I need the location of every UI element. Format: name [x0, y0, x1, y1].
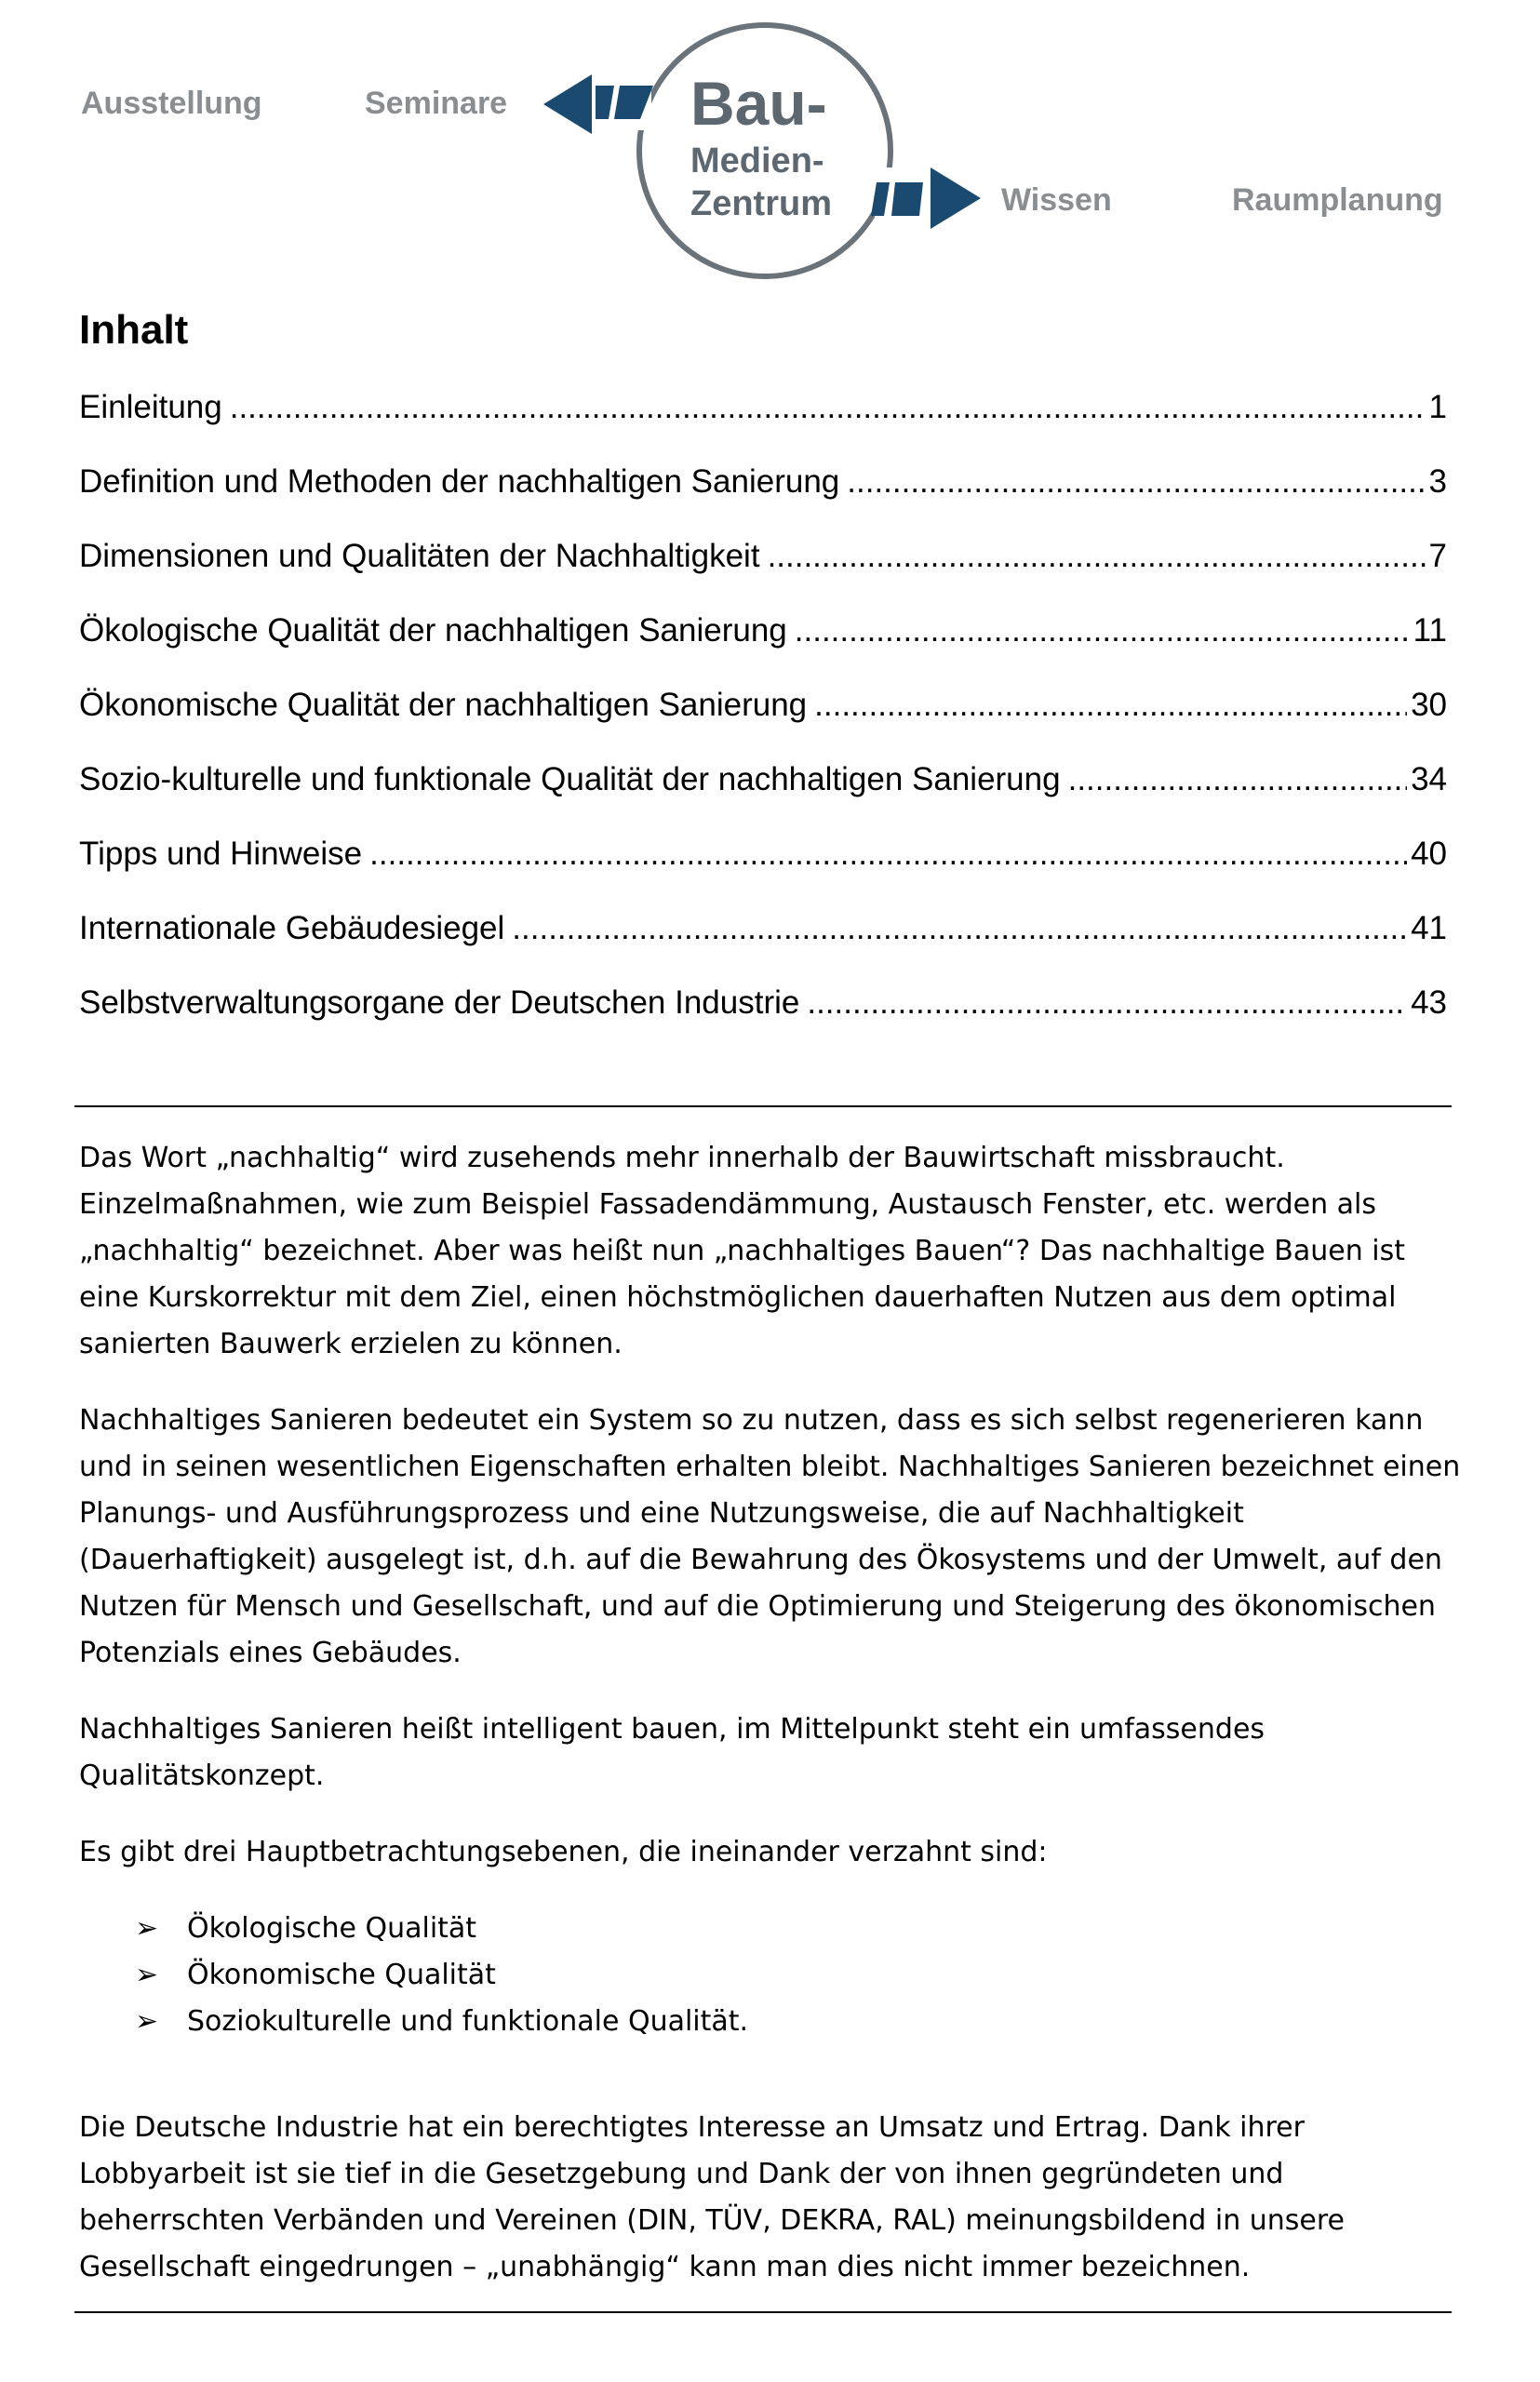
toc-leader-dots	[795, 612, 1410, 649]
toc-leader-dots	[1068, 761, 1407, 798]
toc-leader-dots	[369, 836, 1407, 873]
toc-leader-dots	[230, 389, 1426, 426]
toc-leader-dots	[847, 463, 1425, 501]
toc-entry[interactable]	[79, 389, 1447, 463]
toc-entry-title: Internationale Gebäudesiegel	[79, 910, 505, 946]
toc-entry[interactable]	[79, 761, 1447, 836]
bullet-list	[79, 1906, 1466, 2045]
toc-entry[interactable]	[79, 538, 1447, 612]
toc-entry-page: 41	[1411, 910, 1447, 946]
arrowhead-bullet-icon: ➢	[135, 1959, 159, 1991]
toc-leader-dots	[807, 984, 1407, 1022]
paragraph: Die Deutsche Industrie hat ein berechtigtes Interesse an Umsatz und Ertrag. Dank ihrer Lobbyarbeit ist sie tief in die Gesetzgebung und Dank der von ihnen gegründeten und beherrschten Verbänden und Vereinen (DIN, TÜV, DEKRA, RAL) meinungsbildend in unsere Gesellschaft eingedrungen – „unabhängig“ kann man dies nicht immer bezeichnen.	[79, 2111, 1346, 2283]
toc-leader-dots	[512, 910, 1407, 947]
toc-entry-page: 30	[1411, 687, 1447, 723]
paragraph: Es gibt drei Hauptbetrachtungsebenen, die ineinander verzahnt sind:	[79, 1836, 1048, 1868]
list-item-text: Ökologische Qualität	[187, 1912, 477, 1945]
toc-leader-dots	[768, 538, 1426, 575]
toc-entry-title: Ökonomische Qualität der nachhaltigen Sanierung	[79, 687, 808, 723]
toc-entry-title: Tipps und Hinweise	[79, 836, 363, 872]
toc-entry-page: 3	[1428, 463, 1447, 500]
list-item-text: Ökonomische Qualität	[187, 1959, 496, 1991]
toc-list	[79, 389, 1447, 1059]
logo-text-bau: Bau-	[690, 69, 827, 138]
divider-bottom	[74, 2311, 1452, 2313]
toc-entry-page: 7	[1428, 538, 1447, 574]
arrowhead-bullet-icon: ➢	[135, 2005, 159, 2038]
toc-entry-title: Einleitung	[79, 389, 222, 425]
toc-entry[interactable]	[79, 612, 1447, 687]
toc-entry-page: 34	[1411, 761, 1447, 797]
toc-entry-title: Sozio-kulturelle und funktionale Qualität der nachhaltigen Sanierung	[79, 761, 1061, 797]
toc-entry-title: Ökologische Qualität der nachhaltigen Sanierung	[79, 612, 787, 649]
toc-entry-page: 43	[1411, 984, 1447, 1021]
logo-text-zentrum: Zentrum	[690, 184, 832, 223]
paragraph: Nachhaltiges Sanieren bedeutet ein System so zu nutzen, dass es sich selbst regenerieren kann und in seinen wesentlichen Eigenschaften erhalten bleibt. Nachhaltiges Sanieren bezeichnet einen Planungs- und Ausführungsprozess und eine Nutzungsweise, die auf Nachhaltigkeit (Dauerhaftigkeit) ausgelegt ist, d.h. auf die Bewahrung des Ökosystems und der Umwelt, auf den Nutzen für Mensch und Gesellschaft, und auf die Optimierung und Steigerung des ökonomischen Potenzials eines Gebäudes.	[79, 1404, 1461, 1669]
list-item	[79, 1952, 1466, 1999]
toc-entry-title: Dimensionen und Qualitäten der Nachhaltigkeit	[79, 538, 760, 574]
body-text	[79, 1135, 1466, 2321]
toc-entry[interactable]	[79, 687, 1447, 761]
toc-entry[interactable]	[79, 910, 1447, 984]
toc-entry-title: Selbstverwaltungsorgane der Deutschen Industrie	[79, 984, 800, 1021]
toc-leader-dots	[814, 687, 1407, 724]
list-item	[79, 1999, 1466, 2045]
toc-entry-page: 11	[1413, 612, 1447, 649]
nav-item-seminare[interactable]: Seminare	[365, 86, 508, 121]
list-item	[79, 1906, 1466, 1952]
nav-item-ausstellung[interactable]: Ausstellung	[81, 86, 262, 121]
toc-entry[interactable]	[79, 836, 1447, 910]
toc-entry-page: 40	[1411, 836, 1447, 872]
toc-title: Inhalt	[79, 307, 189, 353]
paragraph: Nachhaltiges Sanieren heißt intelligent bauen, im Mittelpunkt steht ein umfassendes Qualitätskonzept.	[79, 1713, 1265, 1792]
logo-text-medien: Medien-	[690, 141, 824, 181]
paragraph: Das Wort „nachhaltig“ wird zusehends mehr innerhalb der Bauwirtschaft missbraucht. Einzelmaßnahmen, wie zum Beispiel Fassadendämmung, Austausch Fenster, etc. werden als „nachhaltig“ bezeichnet. Aber was heißt nun „nachhaltiges Bauen“? Das nachhaltige Bauen ist eine Kurskorrektur mit dem Ziel, einen höchstmöglichen dauerhaften Nutzen aus dem optimal sanierten Bauwerk erzielen zu können.	[79, 1142, 1406, 1360]
toc-entry[interactable]	[79, 463, 1447, 538]
arrowhead-bullet-icon: ➢	[135, 1912, 159, 1945]
list-item-text: Soziokulturelle und funktionale Qualität.	[187, 2005, 749, 2038]
toc-entry[interactable]	[79, 984, 1447, 1059]
toc-entry-title: Definition und Methoden der nachhaltigen Sanierung	[79, 463, 840, 500]
divider-top	[74, 1105, 1452, 1107]
toc-entry-page: 1	[1428, 389, 1447, 425]
nav-item-wissen[interactable]: Wissen	[1001, 182, 1112, 218]
nav-item-raumplanung[interactable]: Raumplanung	[1232, 182, 1443, 218]
